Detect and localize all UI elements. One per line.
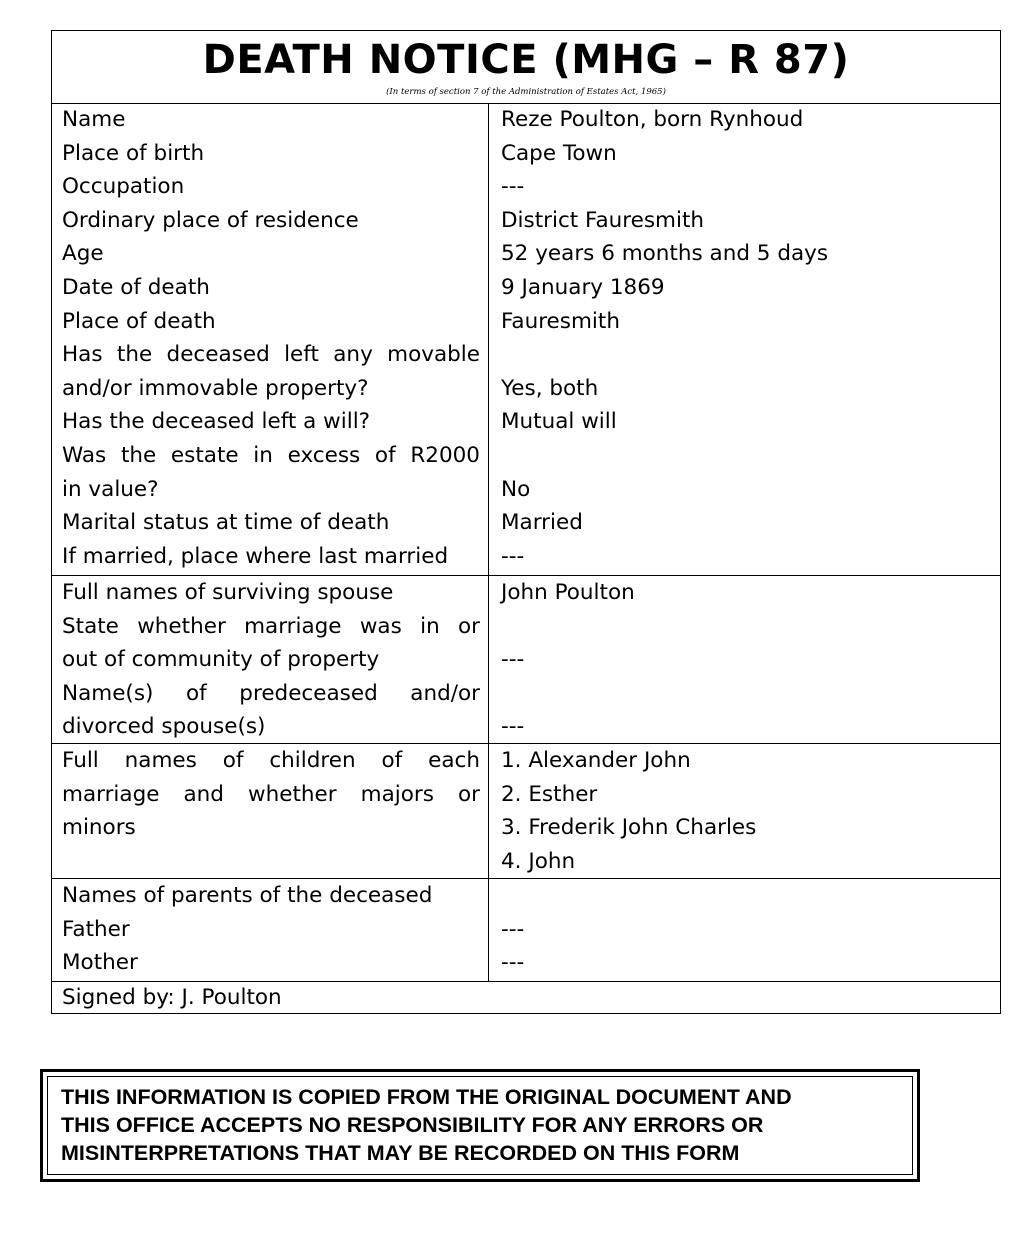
- married-place-label: If married, place where last married: [62, 543, 449, 569]
- estate-value: No: [501, 476, 531, 502]
- surviving-spouse-label: Full names of surviving spouse: [62, 580, 394, 605]
- name-label: Name: [62, 107, 126, 132]
- mother-label: Mother: [62, 950, 138, 976]
- community-label-line2: out of community of property: [62, 647, 380, 673]
- predeceased-value: ---: [501, 714, 525, 740]
- signature-section: [52, 982, 1000, 1013]
- community-label-line1: State whether marriage was in or: [62, 613, 480, 639]
- property-value: Yes, both: [501, 375, 599, 401]
- estate-label-line1: Was the estate in excess of R2000: [62, 443, 480, 468]
- place-of-birth-value: Cape Town: [501, 140, 617, 166]
- age-label: Age: [62, 241, 104, 267]
- disclaimer-box: [40, 1069, 920, 1182]
- form-subtitle: (In terms of section 7 of the Administration of Estates Act, 1965): [386, 87, 666, 97]
- form-header: [52, 31, 1000, 104]
- column-divider: [488, 576, 489, 743]
- community-value: ---: [501, 647, 525, 673]
- married-place-value: ---: [501, 543, 525, 569]
- name-value: Reze Poulton, born Rynhoud: [501, 107, 804, 132]
- date-of-death-value: 9 January 1869: [501, 275, 665, 300]
- children-label-line2: marriage and whether majors or: [62, 781, 480, 807]
- children-label-line3: minors: [62, 815, 136, 841]
- deceased-details-section: [52, 103, 1000, 576]
- form-title: DEATH NOTICE (MHG – R 87): [202, 37, 850, 83]
- child-list-item: 3. Frederik John Charles: [501, 815, 757, 841]
- mother-value: ---: [501, 950, 525, 976]
- spouse-section: [52, 576, 1000, 744]
- children-section: [52, 744, 1000, 879]
- date-of-death-label: Date of death: [62, 275, 210, 300]
- column-divider: [488, 879, 489, 981]
- parents-section: [52, 879, 1000, 982]
- father-value: ---: [501, 916, 525, 942]
- occupation-label: Occupation: [62, 174, 185, 200]
- age-value: 52 years 6 months and 5 days: [501, 241, 829, 267]
- parents-label: Names of parents of the deceased: [62, 883, 433, 908]
- signed-by-text: Signed by: J. Poulton: [62, 985, 282, 1010]
- property-label-line2: and/or immovable property?: [62, 375, 369, 401]
- death-notice-form: [51, 30, 1001, 1014]
- residence-label: Ordinary place of residence: [62, 207, 359, 233]
- property-label-line1: Has the deceased left any movable: [62, 342, 480, 368]
- surviving-spouse-value: John Poulton: [501, 580, 635, 605]
- disclaimer-line: MISINTERPRETATIONS THAT MAY BE RECORDED ON THIS FORM: [61, 1141, 740, 1165]
- will-label: Has the deceased left a will?: [62, 409, 371, 435]
- predeceased-label-line1: Name(s) of predeceased and/or: [62, 680, 480, 706]
- children-label-line1: Full names of children of each: [62, 748, 480, 773]
- father-label: Father: [62, 916, 130, 942]
- occupation-value: ---: [501, 174, 525, 200]
- child-list-item: 4. John: [501, 848, 576, 874]
- residence-value: District Fauresmith: [501, 207, 705, 233]
- disclaimer-text: [61, 1083, 901, 1167]
- predeceased-label-line2: divorced spouse(s): [62, 714, 266, 740]
- place-of-death-value: Fauresmith: [501, 308, 620, 334]
- column-divider: [488, 103, 489, 575]
- will-value: Mutual will: [501, 409, 617, 435]
- child-list-item: 1. Alexander John: [501, 748, 691, 773]
- place-of-birth-label: Place of birth: [62, 140, 205, 166]
- place-of-death-label: Place of death: [62, 308, 216, 334]
- estate-label-line2: in value?: [62, 476, 159, 502]
- disclaimer-line: THIS INFORMATION IS COPIED FROM THE ORIGINAL DOCUMENT AND: [61, 1085, 792, 1109]
- marital-status-label: Marital status at time of death: [62, 510, 390, 536]
- child-list-item: 2. Esther: [501, 781, 598, 807]
- column-divider: [488, 744, 489, 878]
- disclaimer-line: THIS OFFICE ACCEPTS NO RESPONSIBILITY FOR ANY ERRORS OR: [61, 1113, 764, 1137]
- marital-status-value: Married: [501, 510, 583, 536]
